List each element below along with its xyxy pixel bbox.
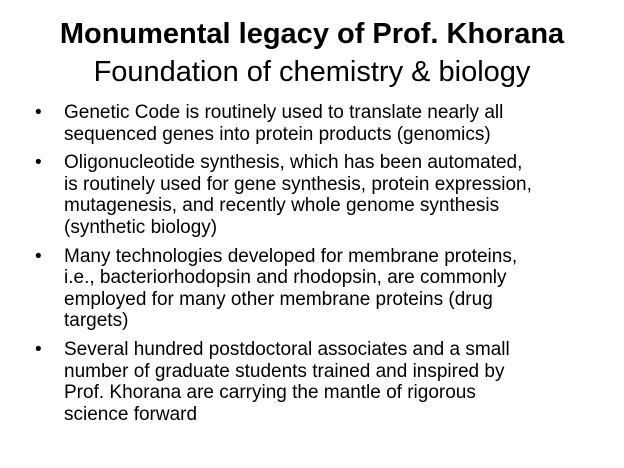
- bullet-text-line: science forward: [64, 403, 198, 425]
- bullet-item-genetic-code: [0, 102, 624, 145]
- bullet-text-line: Prof. Khorana are carrying the mantle of rigorous: [64, 382, 476, 404]
- bullet-text-line: Many technologies developed for membrane proteins,: [64, 245, 518, 267]
- bullet-text-line: i.e., bacteriorhodopsin and rhodopsin, are commonly: [64, 267, 507, 289]
- bullet-item-trainees: [0, 339, 624, 425]
- bullet-text-line: Genetic Code is routinely used to translate nearly all: [64, 102, 504, 123]
- bullet-text-line: employed for many other membrane proteins (drug: [64, 288, 493, 310]
- bullet-text-line: targets): [64, 310, 129, 332]
- bullet-marker: •: [35, 338, 42, 360]
- bullet-text-line: Oligonucleotide synthesis, which has been automated,: [64, 152, 523, 174]
- bullet-text-line: Several hundred postdoctoral associates and a small: [64, 338, 510, 360]
- bullet-text-line: (synthetic biology): [64, 216, 218, 238]
- bullet-marker: •: [35, 152, 42, 174]
- bullet-item-membrane-proteins: [0, 246, 624, 332]
- bullet-text-line: mutagenesis, and recently whole genome synthesis: [64, 195, 500, 217]
- bullet-marker: •: [35, 102, 42, 123]
- bullet-text-line: number of graduate students trained and inspired by: [64, 360, 505, 382]
- bullet-text-line: is routinely used for gene synthesis, protein expression,: [64, 173, 532, 195]
- bullet-item-oligonucleotide-synthesis: [0, 152, 624, 238]
- bullet-text-line: sequenced genes into protein products (genomics): [64, 123, 491, 145]
- bullet-list: [0, 102, 624, 432]
- slide-subtitle: Foundation of chemistry & biology: [93, 56, 531, 88]
- bullet-marker: •: [35, 245, 42, 267]
- slide-title: Monumental legacy of Prof. Khorana: [59, 18, 565, 50]
